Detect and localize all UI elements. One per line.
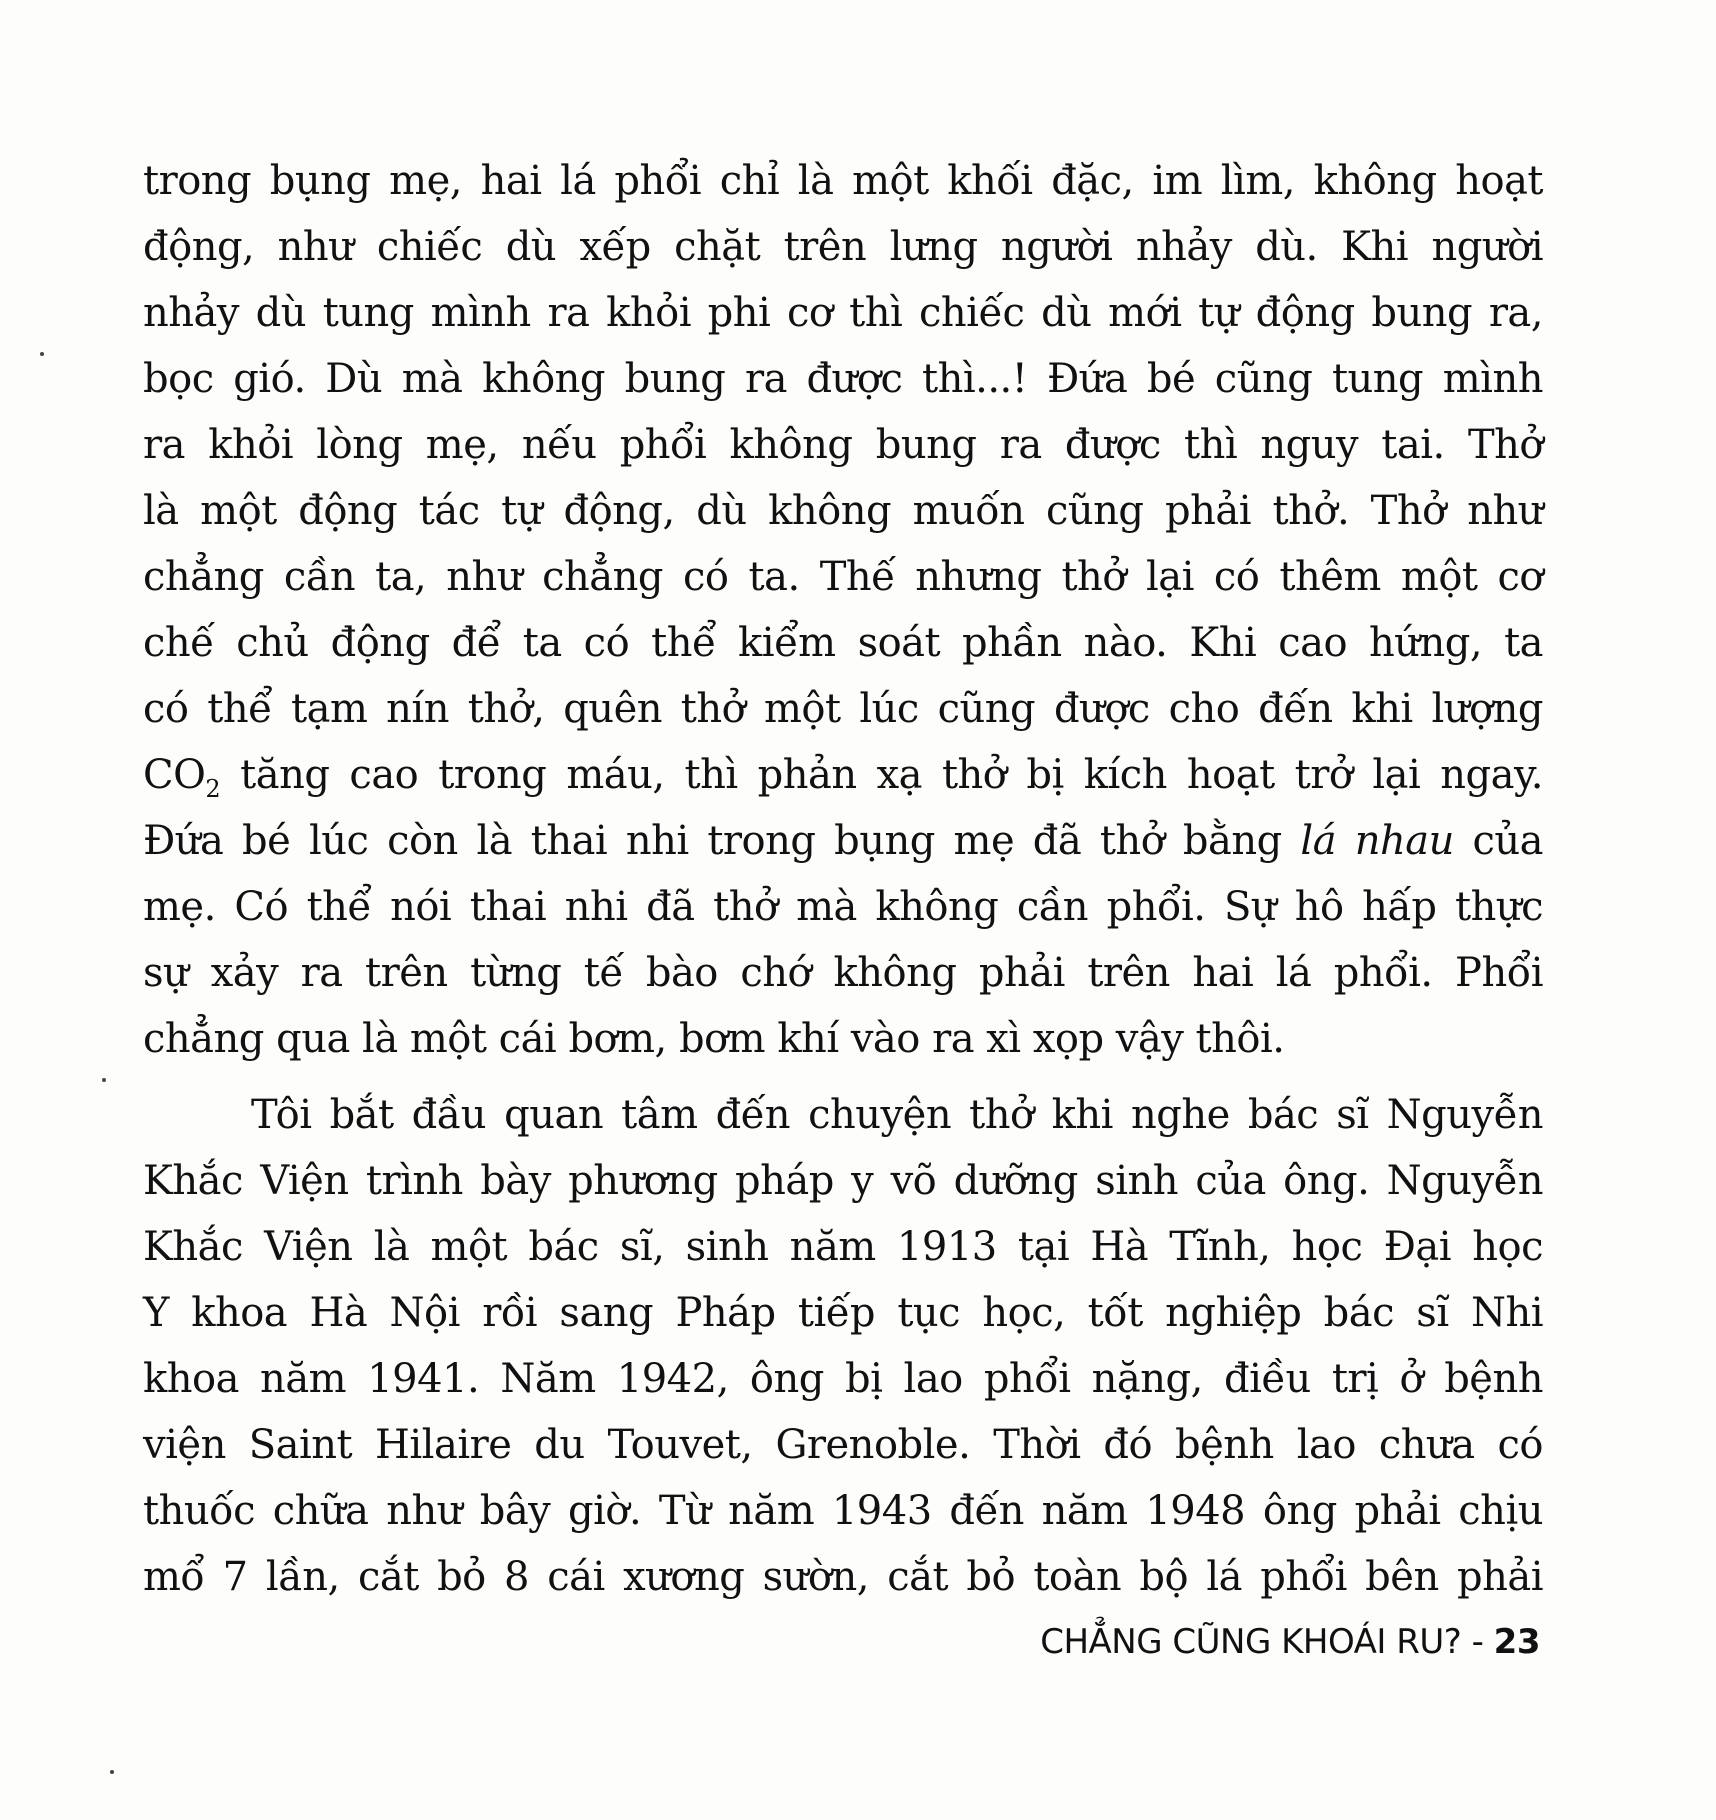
page-number: 23 — [1493, 1622, 1540, 1662]
scan-speck — [110, 1770, 114, 1774]
text-line: Tôi bắt đầu quan tâm đến chuyện thở khi nghe bác sĩ Nguyễn — [251, 1092, 1543, 1138]
paragraph-gap — [143, 1072, 1543, 1082]
text-line: Khắc Viện trình bày phương pháp y võ dưỡng sinh của ông. Nguyễn — [143, 1158, 1543, 1204]
co2-prefix: CO — [143, 752, 206, 798]
text-line: ra khỏi lòng mẹ, nếu phổi không bung ra được thì nguy tai. Thở — [143, 422, 1543, 468]
text-line: chẳng cần ta, như chẳng có ta. Thế nhưng thở lại có thêm một cơ — [143, 554, 1543, 600]
page-footer — [1040, 1622, 1540, 1662]
text-line: thuốc chữa như bây giờ. Từ năm 1943 đến năm 1948 ông phải chịu — [143, 1488, 1543, 1534]
co2-subscript: 2 — [205, 775, 221, 803]
footer-separator: - — [1461, 1622, 1494, 1662]
text-line: Khắc Viện là một bác sĩ, sinh năm 1913 tại Hà Tĩnh, học Đại học — [143, 1224, 1543, 1270]
italic-after: của — [1453, 818, 1543, 864]
text-line: sự xảy ra trên từng tế bào chớ không phải trên hai lá phổi. Phổi — [143, 950, 1543, 996]
text-line: có thể tạm nín thở, quên thở một lúc cũng được cho đến khi lượng — [143, 686, 1543, 732]
running-title: CHẲNG CŨNG KHOÁI RU? — [1040, 1622, 1462, 1662]
text-line: bọc gió. Dù mà không bung ra được thì...! Đứa bé cũng tung mình — [143, 356, 1543, 402]
co2-rest: tăng cao trong máu, thì phản xạ thở bị kích hoạt trở lại ngay. — [220, 752, 1543, 798]
italic-term: lá nhau — [1300, 818, 1454, 864]
text-line: là một động tác tự động, dù không muốn cũng phải thở. Thở như — [143, 488, 1543, 534]
text-line: mổ 7 lần, cắt bỏ 8 cái xương sườn, cắt bỏ toàn bộ lá phổi bên phải — [143, 1554, 1543, 1600]
text-line: chẳng qua là một cái bơm, bơm khí vào ra xì xọp vậy thôi. — [143, 1016, 1285, 1062]
text-line: động, như chiếc dù xếp chặt trên lưng người nhảy dù. Khi người — [143, 224, 1543, 270]
text-line: viện Saint Hilaire du Touvet, Grenoble. Thời đó bệnh lao chưa có — [143, 1422, 1543, 1468]
text-line: Y khoa Hà Nội rồi sang Pháp tiếp tục học, tốt nghiệp bác sĩ Nhi — [143, 1290, 1543, 1336]
scan-speck — [40, 352, 44, 356]
text-line-co2 — [143, 742, 1543, 808]
scan-speck — [102, 1078, 106, 1082]
body-text — [143, 148, 1543, 1610]
text-line: khoa năm 1941. Năm 1942, ông bị lao phổi nặng, điều trị ở bệnh — [143, 1356, 1543, 1402]
text-line-italic — [143, 808, 1543, 874]
text-line: nhảy dù tung mình ra khỏi phi cơ thì chiếc dù mới tự động bung ra, — [143, 290, 1543, 336]
text-line: chế chủ động để ta có thể kiểm soát phần nào. Khi cao hứng, ta — [143, 620, 1543, 666]
italic-before: Đứa bé lúc còn là thai nhi trong bụng mẹ đã thở bằng — [143, 818, 1301, 864]
text-line: trong bụng mẹ, hai lá phổi chỉ là một khối đặc, im lìm, không hoạt — [143, 158, 1543, 204]
text-line: mẹ. Có thể nói thai nhi đã thở mà không cần phổi. Sự hô hấp thực — [143, 884, 1543, 930]
